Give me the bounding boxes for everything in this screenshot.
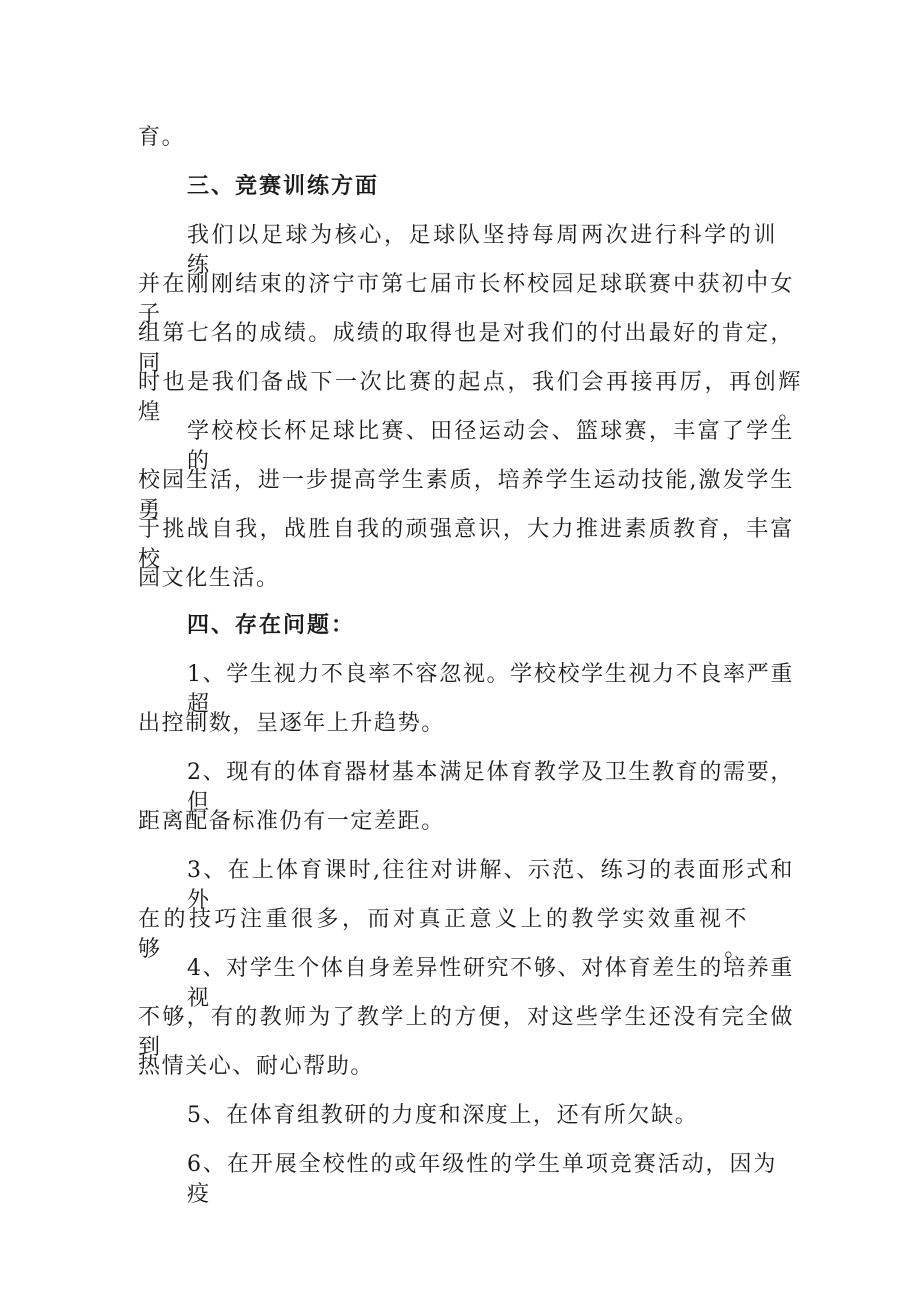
text-line: 热情关心、耐心帮助。 xyxy=(138,1054,375,1079)
text-line: 在的技巧注重很多，而对真正意义上的教学实效重视不够。 xyxy=(138,907,748,962)
text-line: 时也是我们备战下一次比赛的起点，我们会再接再厉，再创辉煌。 xyxy=(138,370,802,425)
text-line: 出控制数，呈逐年上升趋势。 xyxy=(138,711,445,736)
text-line: 1、学生视力不良率不容忽视。学校校学生视力不良率严重超 xyxy=(187,662,794,717)
text-line: 并在刚刚结束的济宁市第七届市长杯校园足球联赛中获初中女子 xyxy=(138,272,794,327)
text-line: 于挑战自我，战胜自我的顽强意识，大力推进素质教育，丰富校 xyxy=(138,517,794,572)
text-line: 学校校长杯足球比赛、田径运动会、篮球赛，丰富了学生的 xyxy=(187,419,794,474)
text-line: 2、现有的体育器材基本满足体育教学及卫生教育的需要，但 xyxy=(187,760,794,815)
text-line: 育。 xyxy=(138,125,186,150)
text-line: 6、在开展全校性的或年级性的学生单项竞赛活动，因为疫 xyxy=(187,1152,777,1207)
section-heading: 三、竞赛训练方面 xyxy=(187,174,380,199)
text-line: 4、对学生个体自身差异性研究不够、对体育差生的培养重视 xyxy=(187,956,794,1011)
text-line: 距离配备标准仍有一定差距。 xyxy=(138,809,445,834)
text-line: 校园生活，进一步提高学生素质，培养学生运动技能,激发学生勇 xyxy=(138,468,794,523)
text-line: 5、在体育组教研的力度和深度上，还有所欠缺。 xyxy=(187,1103,699,1128)
text-line: 组第七名的成绩。成绩的取得也是对我们的付出最好的肯定，同 xyxy=(138,321,794,376)
text-line: 不够，有的教师为了教学上的方便，对这些学生还没有完全做到 xyxy=(138,1005,794,1060)
text-line: 园文化生活。 xyxy=(138,566,280,591)
text-line: 我们以足球为核心，足球队坚持每周两次进行科学的训练， xyxy=(187,223,777,278)
text-line: 3、在上体育课时,往往对讲解、示范、练习的表面形式和外 xyxy=(187,858,794,913)
section-heading: 四、存在问题： xyxy=(187,613,356,638)
